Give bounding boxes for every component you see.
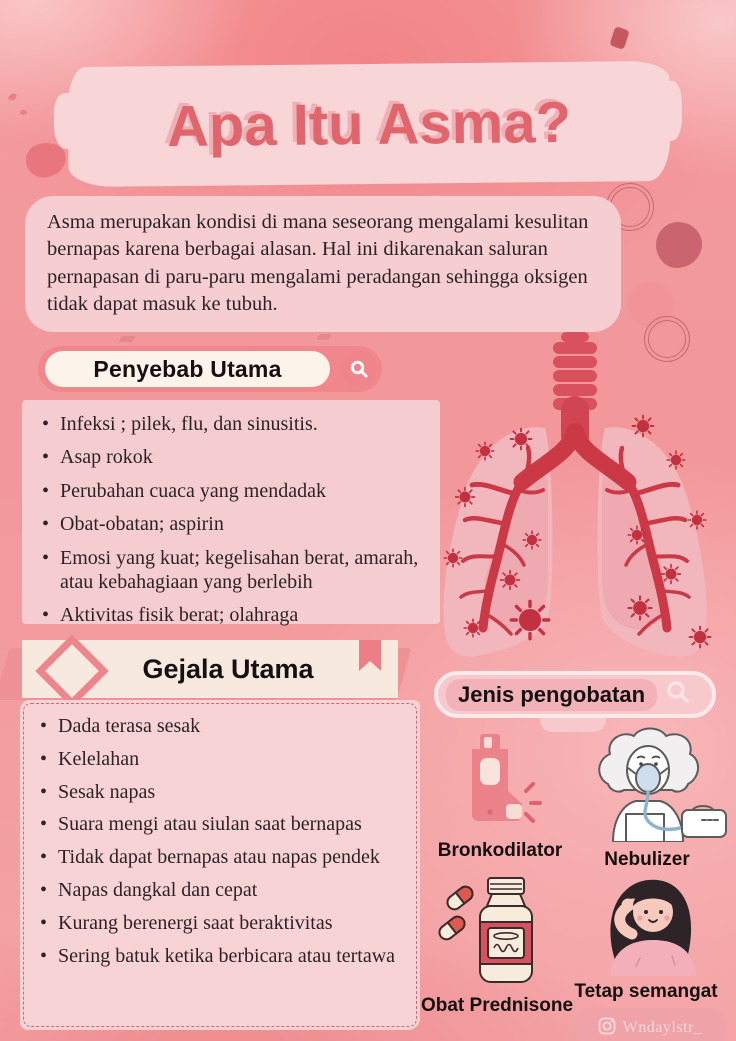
decor-speck bbox=[609, 26, 629, 50]
decor-speck bbox=[7, 92, 18, 102]
instagram-handle: Wndaylstr_ bbox=[622, 1019, 703, 1036]
treatment-item bbox=[566, 726, 728, 871]
list-item: • Kelelahan bbox=[34, 747, 412, 772]
nebulizer-mask-icon bbox=[566, 726, 728, 847]
page-title: Apa Itu Asma? bbox=[166, 89, 572, 159]
list-item: • Suara mengi atau siulan saat bernapas bbox=[34, 812, 412, 837]
causes-list bbox=[36, 412, 430, 628]
treatment-item bbox=[430, 733, 570, 862]
treatment-label: Nebulizer bbox=[604, 849, 690, 870]
bookmark-icon bbox=[358, 640, 382, 677]
decor-circle-dark bbox=[656, 222, 702, 268]
treatments-header bbox=[446, 679, 657, 711]
treatment-item bbox=[566, 868, 726, 1003]
treatment-item bbox=[422, 876, 572, 1017]
decor-speck bbox=[20, 110, 27, 115]
magnifier-icon bbox=[665, 679, 691, 710]
list-item: • Dada terasa sesak bbox=[34, 714, 412, 739]
causes-header bbox=[45, 351, 330, 387]
list-item: • Tidak dapat bernapas atau napas pendek bbox=[34, 845, 412, 870]
causes-header-banner bbox=[38, 346, 382, 392]
treatment-label: Obat Prednisone bbox=[420, 995, 574, 1016]
inhaler-icon bbox=[454, 733, 546, 834]
list-item: • Infeksi ; pilek, flu, dan sinusitis. bbox=[36, 412, 430, 436]
intro-text: Asma merupakan kondisi di mana seseorang mengalami kesulitan bernapas karena berbagai alasan. Hal ini dikarenakan saluran pernapasan di paru-paru mengalami peradangan sehingga oksigen tidak dapat masuk ke tubuh. bbox=[47, 211, 589, 315]
causes-heading: Penyebab Utama bbox=[93, 355, 282, 382]
list-item: • Sering batuk ketika berbicara atau tertawa bbox=[34, 944, 412, 969]
treatments-heading: Jenis pengobatan bbox=[458, 681, 646, 707]
symptoms-heading: Gejala Utama bbox=[142, 653, 314, 684]
symptoms-panel bbox=[20, 700, 420, 1030]
instagram-icon bbox=[598, 1017, 616, 1040]
decor-confetti bbox=[118, 336, 135, 342]
treatment-label: Bronkodilator bbox=[437, 840, 563, 861]
treatments-header-banner bbox=[434, 671, 716, 718]
list-item: • Sesak napas bbox=[34, 780, 412, 805]
treatment-label: Tetap semangat bbox=[574, 981, 718, 1002]
cheerful-girl-icon bbox=[576, 868, 716, 981]
symptoms-list bbox=[34, 714, 412, 968]
list-item: • Perubahan cuaca yang mendadak bbox=[36, 479, 430, 503]
list-item: • Aktivitas fisik berat; olahraga bbox=[36, 603, 430, 627]
title-banner bbox=[67, 61, 670, 187]
list-item: • Emosi yang kuat; kegelisahan berat, amarah, atau kebahagiaan yang berlebih bbox=[36, 546, 430, 595]
search-icon bbox=[341, 351, 377, 387]
list-item: • Napas dangkal dan cepat bbox=[34, 878, 412, 903]
list-item: • Obat-obatan; aspirin bbox=[36, 512, 430, 536]
list-item: • Kurang berenergi saat beraktivitas bbox=[34, 911, 412, 936]
decor-confetti bbox=[316, 334, 331, 340]
list-item: • Asap rokok bbox=[36, 445, 430, 469]
intro-panel bbox=[25, 196, 621, 332]
lungs-illustration bbox=[424, 332, 726, 662]
instagram-watermark bbox=[574, 1008, 726, 1041]
medicine-bottle-icon bbox=[438, 876, 556, 993]
causes-panel bbox=[22, 400, 440, 627]
